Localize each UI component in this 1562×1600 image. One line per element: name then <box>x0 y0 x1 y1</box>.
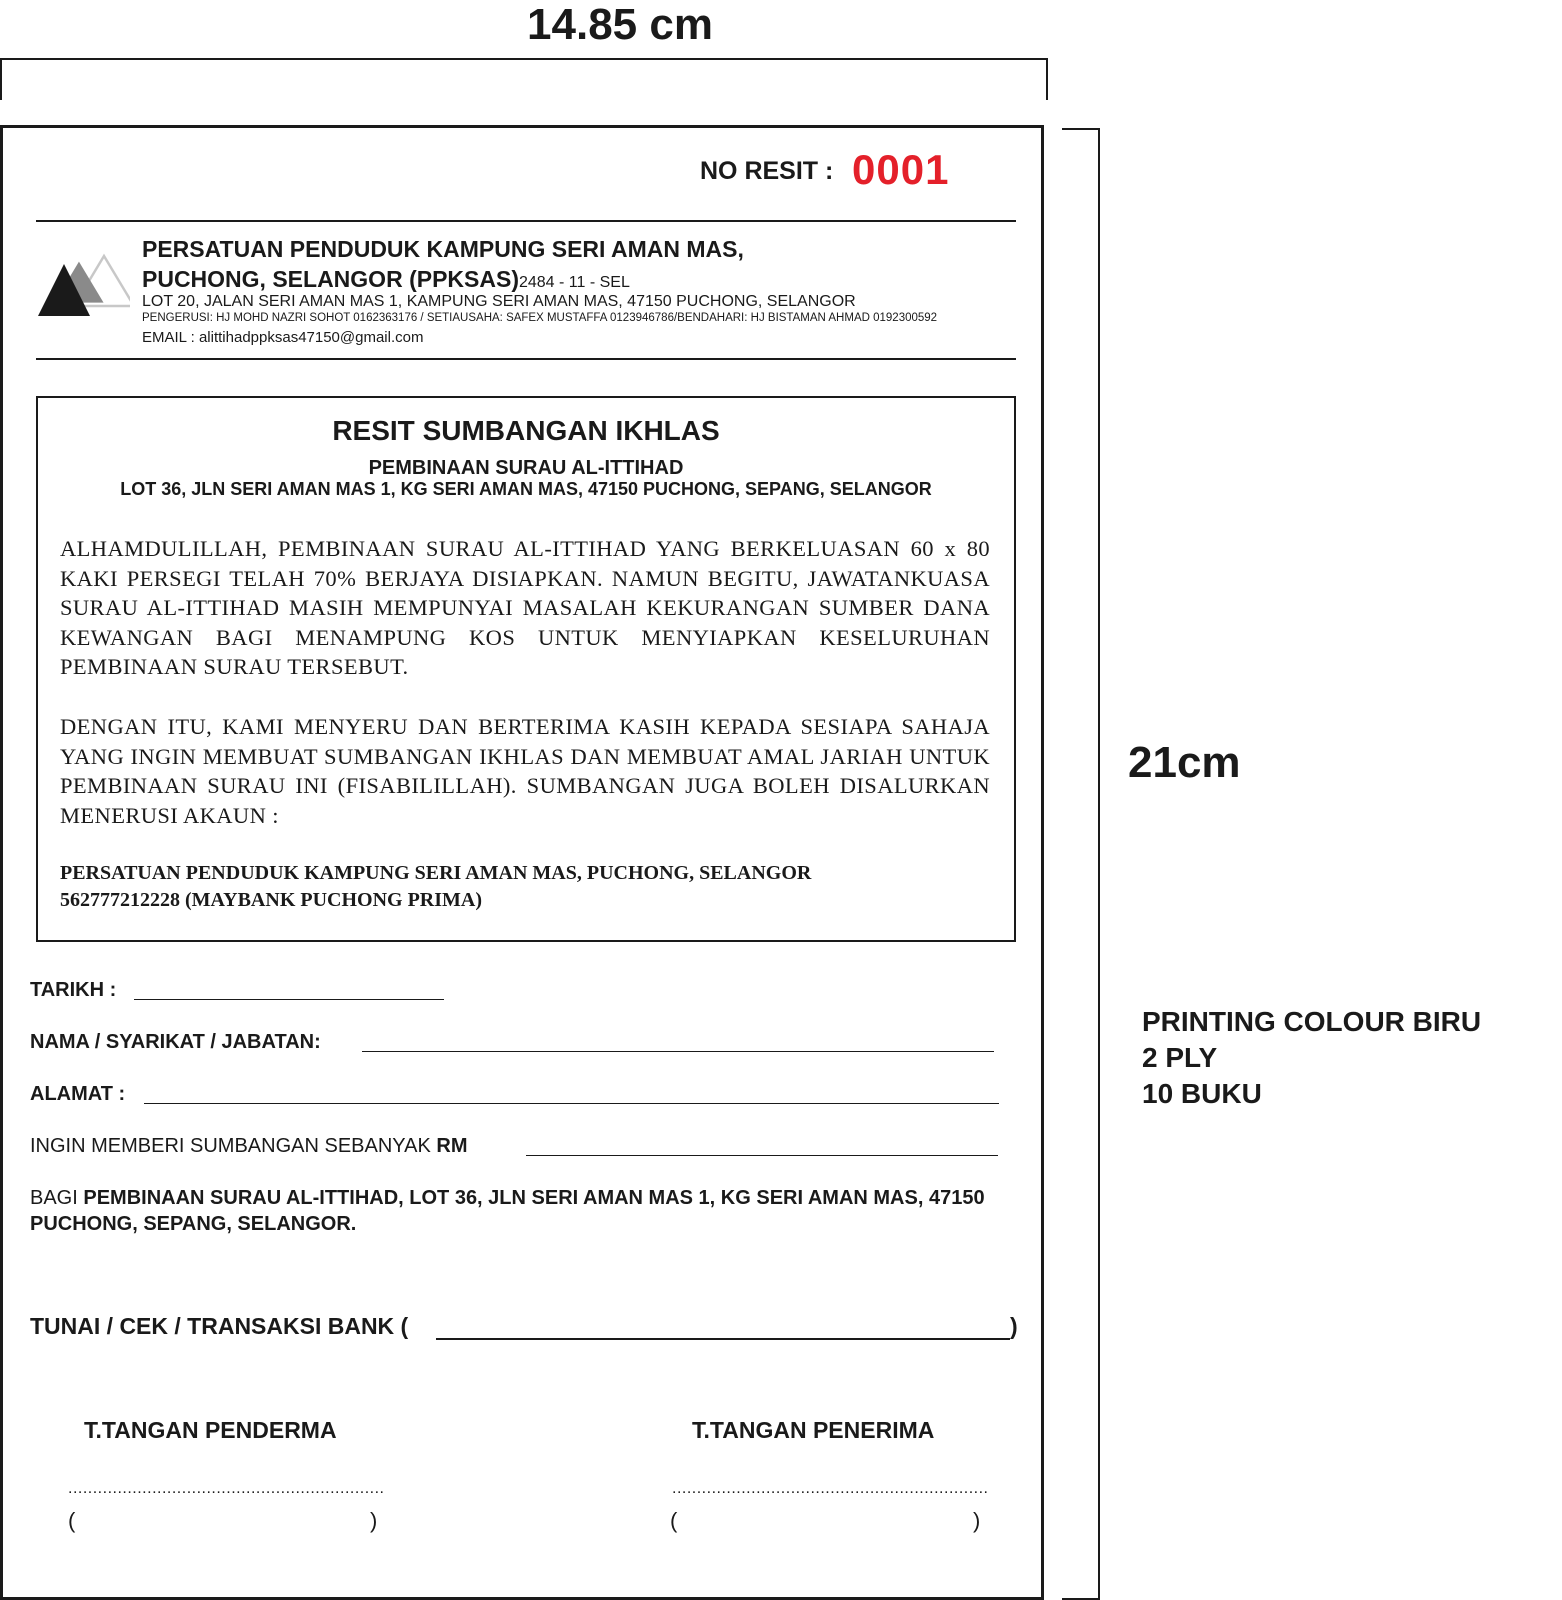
receipt-number-label: NO RESIT : <box>700 157 834 185</box>
notice-address: LOT 36, JLN SERI AMAN MAS 1, KG SERI AMAN MAS, 47150 PUCHONG, SEPANG, SELANGOR <box>120 479 932 499</box>
address-field-line[interactable] <box>144 1103 999 1104</box>
print-spec-ply: 2 PLY <box>1142 1042 1218 1073</box>
receiver-signature-line[interactable]: ................................................................ <box>672 1480 989 1497</box>
payment-method-close-paren: ) <box>1010 1313 1018 1339</box>
bank-account-number: 562777212228 (MAYBANK PUCHONG PRIMA) <box>60 889 483 911</box>
purpose-prefix: BAGI <box>30 1187 78 1209</box>
receiver-signature-label: T.TANGAN PENERIMA <box>692 1417 935 1443</box>
organization-registration: 2484 - 11 - SEL <box>518 274 630 291</box>
organization-name-line2-text: PUCHONG, SELANGOR (PPKSAS) <box>142 266 519 292</box>
print-spec-books: 10 BUKU <box>1142 1078 1262 1109</box>
notice-title: RESIT SUMBANGAN IKHLAS <box>332 415 720 446</box>
receiver-name-close-paren: ) <box>973 1508 981 1533</box>
notice-paragraph-1: ALHAMDULILLAH, PEMBINAAN SURAU AL-ITTIHAD YANG BERKELUASAN 60 x 80 KAKI PERSEGI TELAH 70% BERJAYA DISIAPKAN. NAMUN BEGITU, JAWATANKUASA SURAU AL-ITTIHAD MASIH MEMPUNYAI MASALAH KEKURANGAN SUMBER DANA KEWANGAN BAGI MENAMPUNG KOS UNTUK MENYIAPKAN KESELURUHAN PEMBINAAN SURAU TERSEBUT. <box>60 536 990 680</box>
bank-account-details <box>60 860 990 914</box>
organization-name-line1: PERSATUAN PENDUDUK KAMPUNG SERI AMAN MAS, <box>142 236 744 262</box>
receipt-number-value: 0001 <box>852 146 950 193</box>
name-field-line[interactable] <box>362 1051 994 1052</box>
date-field-line[interactable] <box>134 999 444 1000</box>
organization-logo-icon <box>38 250 130 326</box>
width-dimension-label: 14.85 cm <box>527 0 713 49</box>
payment-method-label: TUNAI / CEK / TRANSAKSI BANK ( <box>30 1313 409 1339</box>
donor-signature-line[interactable]: ................................................................ <box>68 1480 385 1497</box>
name-label: NAMA / SYARIKAT / JABATAN: <box>30 1031 321 1053</box>
date-label: TARIKH : <box>30 979 117 1001</box>
donor-name-open-paren: ( <box>68 1508 76 1533</box>
organization-address: LOT 20, JALAN SERI AMAN MAS 1, KAMPUNG SERI AMAN MAS, 47150 PUCHONG, SELANGOR <box>142 293 856 310</box>
height-dimension-label: 21cm <box>1128 738 1241 787</box>
header-divider-top <box>36 220 1016 222</box>
amount-label <box>30 1133 467 1159</box>
receiver-name-open-paren: ( <box>670 1508 678 1533</box>
bank-account-name: PERSATUAN PENDUDUK KAMPUNG SERI AMAN MAS, PUCHONG, SELANGOR <box>60 862 812 884</box>
organization-email: EMAIL : alittihadppksas47150@gmail.com <box>142 329 424 346</box>
donor-name-close-paren: ) <box>370 1508 378 1533</box>
amount-field-line[interactable] <box>526 1155 998 1156</box>
width-dimension-bracket <box>0 58 1048 100</box>
print-spec-notes <box>1142 1004 1481 1112</box>
amount-label-text: INGIN MEMBERI SUMBANGAN SEBANYAK <box>30 1135 431 1157</box>
amount-currency: RM <box>436 1135 468 1157</box>
print-spec-colour: PRINTING COLOUR BIRU <box>1142 1006 1482 1037</box>
organization-officers: PENGERUSI: HJ MOHD NAZRI SOHOT 0162363176 / SETIAUSAHA: SAFEX MUSTAFFA 0123946786/BENDAHARI: HJ BISTAMAN AHMAD 0192300592 <box>142 312 938 324</box>
height-dimension-bracket <box>1062 128 1100 1600</box>
address-label: ALAMAT : <box>30 1083 126 1105</box>
purpose-text: PEMBINAAN SURAU AL-ITTIHAD, LOT 36, JLN SERI AMAN MAS 1, KG SERI AMAN MAS, 47150 PUCHONG, SEPANG, SELANGOR. <box>30 1187 985 1235</box>
payment-method-field-line[interactable] <box>436 1338 1010 1340</box>
organization-name <box>142 234 744 298</box>
donation-purpose <box>30 1185 1020 1237</box>
notice-paragraph-2: DENGAN ITU, KAMI MENYERU DAN BERTERIMA KASIH KEPADA SESIAPA SAHAJA YANG INGIN MEMBUAT SUMBANGAN IKHLAS DAN MEMBUAT AMAL JARIAH UNTUK PEMBINAAN SURAU INI (FISABILILLAH). SUMBANGAN JUGA BOLEH DISALURKAN MENERUSI AKAUN : <box>60 714 990 828</box>
header-divider-bottom <box>36 358 1016 360</box>
donor-signature-label: T.TANGAN PENDERMA <box>84 1417 337 1443</box>
notice-subtitle: PEMBINAAN SURAU AL-ITTIHAD <box>368 457 684 479</box>
